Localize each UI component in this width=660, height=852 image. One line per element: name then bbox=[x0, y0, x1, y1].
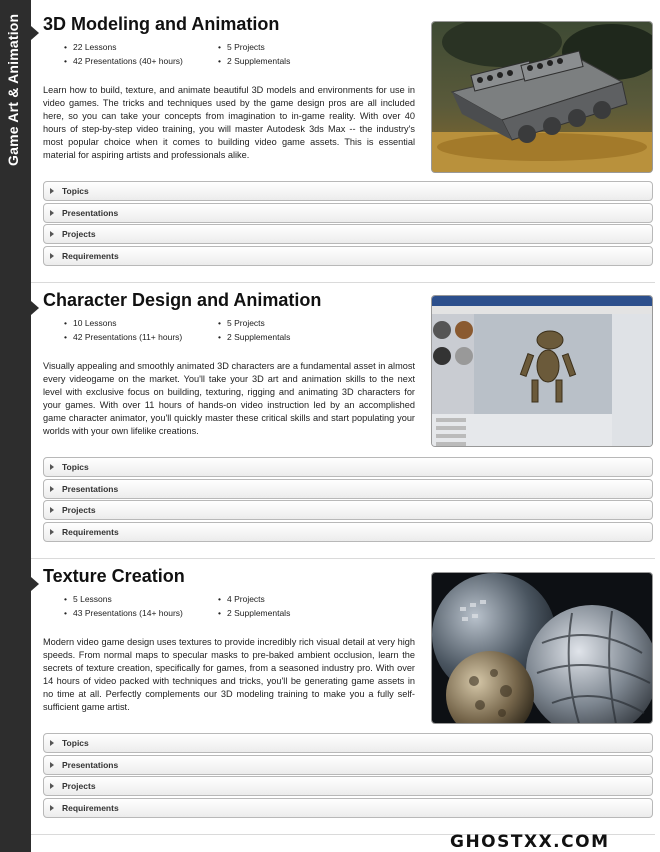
lessons-count: • 22 Lessons bbox=[73, 40, 116, 55]
expand-arrow-icon bbox=[50, 210, 54, 216]
lessons-count: • 10 Lessons bbox=[73, 316, 116, 331]
accordion-requirements[interactable] bbox=[43, 246, 653, 266]
accordion-topics[interactable] bbox=[43, 457, 653, 477]
expand-arrow-icon bbox=[50, 529, 54, 535]
section-divider bbox=[31, 282, 655, 283]
supplementals-count: • 2 Supplementals bbox=[227, 606, 290, 621]
lessons-count: • 5 Lessons bbox=[73, 592, 112, 607]
course-title[interactable]: 3D Modeling and Animation bbox=[43, 14, 280, 34]
projects-count: • 5 Projects bbox=[227, 40, 265, 55]
course-3d-modeling bbox=[43, 14, 653, 269]
accordion-label: Topics bbox=[62, 186, 89, 196]
section-divider bbox=[31, 558, 655, 559]
accordion-label: Projects bbox=[62, 505, 96, 516]
expand-arrow-icon bbox=[50, 762, 54, 768]
section-pointer-icon bbox=[31, 301, 39, 315]
accordion-label: Requirements bbox=[62, 803, 119, 814]
section-pointer-icon bbox=[31, 26, 39, 40]
accordion-requirements[interactable] bbox=[43, 522, 653, 542]
course-description: Modern video game design uses textures to provide incredibly rich visual detail at very high speeds. From normal maps to specular masks to pre-baked ambient occlusion, learn the secrets of texture creation, specifically for games, from a seasoned industry pro. With over 14 hours of video packed with techniques and tricks, you'll be generating game assets in no time at all. Perfectly complements our 3D modeling training to make you a fully self-sufficient game artist. bbox=[43, 637, 415, 712]
expand-arrow-icon bbox=[50, 740, 54, 746]
accordion-label: Projects bbox=[62, 781, 96, 792]
course-description: Learn how to build, texture, and animate beautiful 3D models and environments for use in video games. The tricks and techniques used by the game design pros are all included here, so you can take your concepts from imagination to in-game reality. With over 40 hours of step-by-step video training, you will master Autodesk 3ds Max -- the industry's most popular choice when it comes to building video game assets. This is essential material for aspiring artists and professionals alike. bbox=[43, 85, 415, 160]
accordion-label: Presentations bbox=[62, 483, 119, 494]
course-character-design bbox=[43, 290, 653, 545]
expand-arrow-icon bbox=[50, 188, 54, 194]
expand-arrow-icon bbox=[50, 231, 54, 237]
accordion-projects[interactable] bbox=[43, 224, 653, 244]
course-texture-creation bbox=[43, 566, 653, 821]
presentations-count: • 43 Presentations (14+ hours) bbox=[73, 606, 183, 621]
accordion-label: Presentations bbox=[62, 207, 119, 218]
course-thumbnail-character[interactable] bbox=[431, 295, 653, 447]
accordion-label: Requirements bbox=[62, 527, 119, 538]
course-accordion bbox=[43, 181, 653, 268]
accordion-presentations[interactable] bbox=[43, 479, 653, 499]
accordion-topics[interactable] bbox=[43, 181, 653, 201]
accordion-presentations[interactable] bbox=[43, 203, 653, 223]
accordion-label: Requirements bbox=[62, 251, 119, 262]
watermark-text: GHOSTXX.COM bbox=[450, 832, 610, 852]
tank-render-image bbox=[432, 22, 653, 173]
presentations-count: • 42 Presentations (40+ hours) bbox=[73, 54, 183, 69]
course-thumbnail-textures[interactable] bbox=[431, 572, 653, 724]
projects-count: • 4 Projects bbox=[227, 592, 265, 607]
presentations-count: • 42 Presentations (11+ hours) bbox=[73, 330, 182, 345]
accordion-label: Projects bbox=[62, 229, 96, 240]
category-sidebar bbox=[0, 0, 31, 852]
accordion-topics[interactable] bbox=[43, 733, 653, 753]
accordion-label: Presentations bbox=[62, 759, 119, 770]
course-accordion bbox=[43, 733, 653, 820]
expand-arrow-icon bbox=[50, 464, 54, 470]
expand-arrow-icon bbox=[50, 805, 54, 811]
accordion-requirements[interactable] bbox=[43, 798, 653, 818]
expand-arrow-icon bbox=[50, 783, 54, 789]
accordion-projects[interactable] bbox=[43, 776, 653, 796]
accordion-label: Topics bbox=[62, 738, 89, 748]
course-title[interactable]: Texture Creation bbox=[43, 566, 185, 586]
course-description: Visually appealing and smoothly animated 3D characters are a fundamental asset in almost every videogame on the market. You'll take your 3D art and animation skills to the next level with exclusive focus on building, texturing, rigging and animating 3D characters for your games. With over 11 hours of hands-on video instruction led by an accomplished game character animator, you'll quickly master these critical skills and start populating your worlds with your own lifelike creations. bbox=[43, 361, 415, 436]
supplementals-count: • 2 Supplementals bbox=[227, 54, 290, 69]
expand-arrow-icon bbox=[50, 253, 54, 259]
course-accordion bbox=[43, 457, 653, 544]
accordion-projects[interactable] bbox=[43, 500, 653, 520]
accordion-label: Topics bbox=[62, 462, 89, 472]
course-title[interactable]: Character Design and Animation bbox=[43, 290, 322, 310]
section-pointer-icon bbox=[31, 577, 39, 591]
projects-count: • 5 Projects bbox=[227, 316, 265, 331]
texture-spheres-image bbox=[432, 573, 653, 724]
category-title: Game Art & Animation bbox=[5, 14, 21, 167]
character-software-image bbox=[432, 296, 653, 447]
supplementals-count: • 2 Supplementals bbox=[227, 330, 290, 345]
expand-arrow-icon bbox=[50, 486, 54, 492]
course-thumbnail-tank[interactable] bbox=[431, 21, 653, 173]
expand-arrow-icon bbox=[50, 507, 54, 513]
accordion-presentations[interactable] bbox=[43, 755, 653, 775]
